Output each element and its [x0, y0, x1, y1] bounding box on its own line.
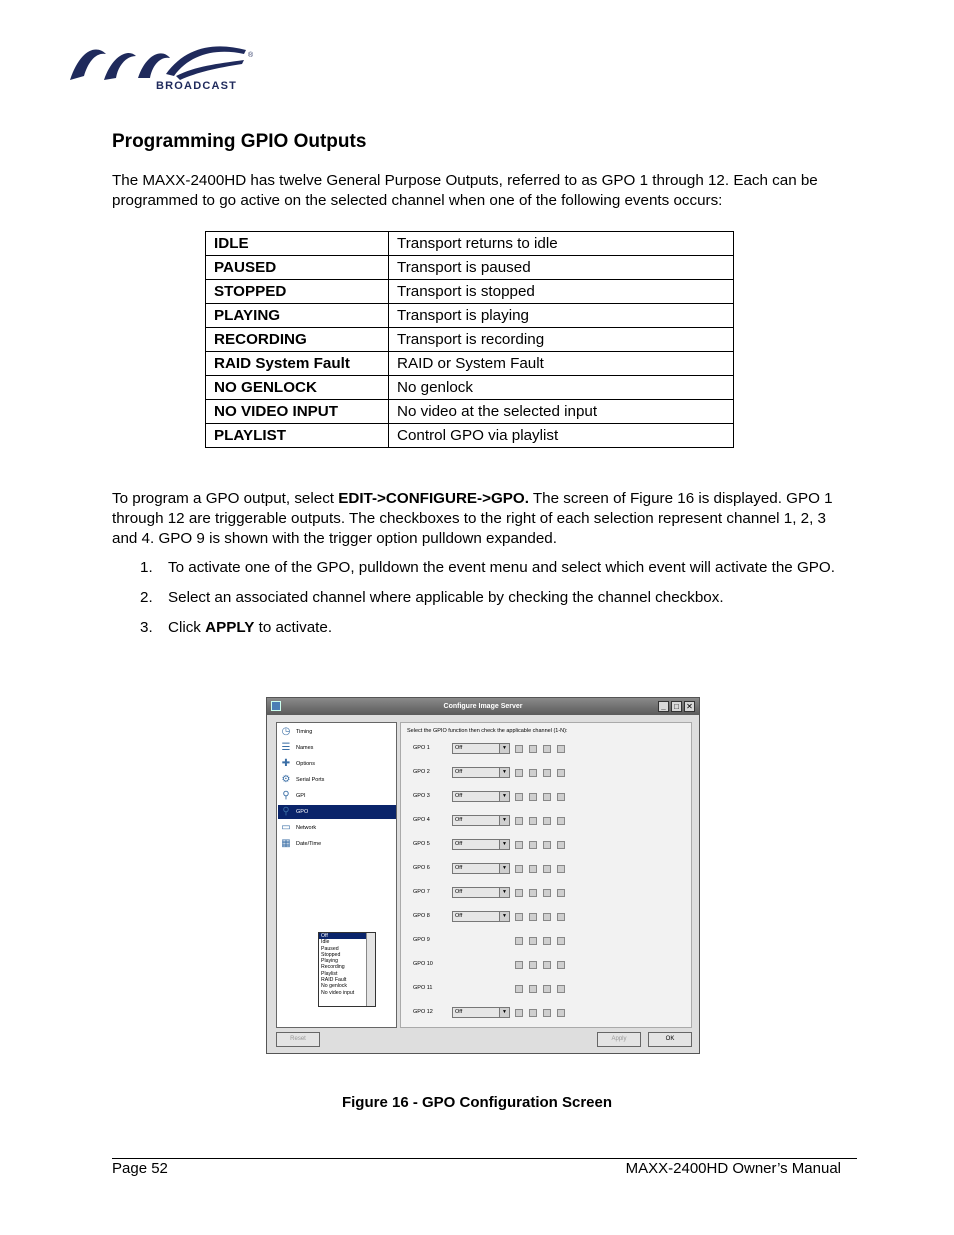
dropdown-option[interactable]: RAID Fault: [321, 977, 347, 984]
event-row: [206, 400, 734, 424]
dropdown-option[interactable]: Idle: [321, 939, 330, 946]
gpo-label: GPO 8: [413, 913, 430, 919]
gpo-event-select[interactable]: [452, 743, 510, 754]
gpo-events-table: [205, 231, 734, 448]
gpo-row: [413, 815, 683, 827]
channel-3-checkbox[interactable]: [543, 793, 551, 801]
footer-rule: [112, 1158, 857, 1159]
event-row: [206, 256, 734, 280]
gpo-selected-value: Off: [455, 1009, 463, 1015]
dropdown-option[interactable]: Playing: [321, 958, 339, 965]
gpo-selected-value: Off: [455, 769, 463, 775]
menu-path: EDIT->CONFIGURE->GPO.: [338, 490, 529, 507]
channel-4-checkbox[interactable]: [557, 769, 565, 777]
gpo-event-select[interactable]: [452, 839, 510, 850]
dropdown-option[interactable]: Recording: [321, 964, 345, 971]
nav-item-gpo[interactable]: [278, 805, 396, 819]
channel-3-checkbox[interactable]: [543, 961, 551, 969]
apply-button[interactable]: Apply: [597, 1032, 641, 1047]
gpo-panel: [400, 722, 692, 1028]
channel-1-checkbox[interactable]: [515, 793, 523, 801]
event-description: No genlock: [389, 376, 734, 400]
dropdown-option[interactable]: Stopped: [321, 951, 341, 958]
channel-1-checkbox[interactable]: [515, 769, 523, 777]
event-name: PLAYING: [206, 304, 389, 328]
channel-1-checkbox[interactable]: [515, 1009, 523, 1017]
gpo-row: [413, 767, 683, 779]
gpo-icon: ⚲: [282, 806, 290, 817]
nav-item-options[interactable]: [278, 757, 396, 771]
channel-4-checkbox[interactable]: [557, 793, 565, 801]
channel-1-checkbox[interactable]: [515, 865, 523, 873]
dropdown-scrollbar[interactable]: [366, 933, 375, 1006]
gpo-event-select[interactable]: [452, 1007, 510, 1018]
nav-item-label: GPO: [296, 809, 309, 815]
channel-3-checkbox[interactable]: [543, 985, 551, 993]
chevron-down-icon: ▼: [499, 888, 509, 897]
step-item: [112, 618, 847, 638]
event-name: PAUSED: [206, 256, 389, 280]
event-description: Control GPO via playlist: [389, 424, 734, 448]
nav-item-label: GPI: [296, 793, 306, 799]
calendar-icon: ▦: [281, 838, 291, 849]
gpo-row: [413, 863, 683, 875]
dropdown-option[interactable]: Off: [319, 933, 375, 939]
chevron-down-icon: ▼: [499, 840, 509, 849]
gpo-row: [413, 791, 683, 803]
nav-item-serial-ports[interactable]: [278, 773, 396, 787]
step-number: 2.: [140, 589, 153, 606]
event-name: NO VIDEO INPUT: [206, 400, 389, 424]
channel-2-checkbox[interactable]: [529, 961, 537, 969]
channel-2-checkbox[interactable]: [529, 865, 537, 873]
nav-item-timing[interactable]: [278, 725, 396, 739]
clock-icon: ◷: [281, 726, 291, 737]
intro-paragraph: The MAXX-2400HD has twelve General Purpose Outputs, referred to as GPO 1 through 12. Each can be programmed to go active on the selected channel when one of the following events occurs:: [112, 172, 818, 209]
channel-3-checkbox[interactable]: [543, 817, 551, 825]
event-description: Transport returns to idle: [389, 232, 734, 256]
event-description: Transport is recording: [389, 328, 734, 352]
window-title: Configure Image Server: [443, 703, 523, 710]
event-name: RECORDING: [206, 328, 389, 352]
gpo-label: GPO 10: [413, 961, 433, 967]
event-name: RAID System Fault: [206, 352, 389, 376]
channel-3-checkbox[interactable]: [543, 865, 551, 873]
gpo-selected-value: Off: [455, 913, 463, 919]
gpo-row: [413, 959, 683, 971]
nav-item-label: Names: [296, 745, 314, 751]
step-text: Select an associated channel where applicable by checking the channel checkbox.: [168, 589, 724, 606]
step-item: [112, 558, 847, 578]
channel-3-checkbox[interactable]: [543, 913, 551, 921]
manual-title: MAXX-2400HD Owner’s Manual: [625, 1160, 841, 1177]
nav-item-network[interactable]: [278, 821, 396, 835]
gpo-row: [413, 911, 683, 923]
chevron-down-icon: ▼: [499, 912, 509, 921]
gpo-event-select[interactable]: [452, 767, 510, 778]
channel-3-checkbox[interactable]: [543, 937, 551, 945]
gpo-label: GPO 5: [413, 841, 430, 847]
channel-1-checkbox[interactable]: [515, 913, 523, 921]
app-icon: [271, 701, 281, 711]
nav-item-names[interactable]: [278, 741, 396, 755]
gpo-label: GPO 9: [413, 937, 430, 943]
instructions-paragraph: [112, 489, 847, 549]
channel-2-checkbox[interactable]: [529, 913, 537, 921]
channel-3-checkbox[interactable]: [543, 889, 551, 897]
gpo-label: GPO 11: [413, 985, 433, 991]
gpo-instruction: Select the GPIO function then check the applicable channel (1-N):: [407, 728, 568, 734]
list-icon: ☰: [281, 742, 291, 753]
gpo-row: [413, 1007, 683, 1019]
steps-list: [112, 558, 847, 648]
gpo-label: GPO 6: [413, 865, 430, 871]
gpo-label: GPO 12: [413, 1009, 433, 1015]
gpi-icon: ⚲: [282, 790, 290, 801]
nav-item-label: Date/Time: [296, 841, 322, 847]
chevron-down-icon: ▼: [499, 1008, 509, 1017]
gpo-event-select[interactable]: [452, 863, 510, 874]
gpo-selected-value: Off: [455, 745, 463, 751]
window-title-bar: [267, 698, 699, 715]
channel-1-checkbox[interactable]: [515, 889, 523, 897]
channel-2-checkbox[interactable]: [529, 745, 537, 753]
step-text: to activate.: [254, 619, 333, 636]
channel-3-checkbox[interactable]: [543, 841, 551, 849]
event-row: [206, 232, 734, 256]
para-text: To program a GPO output, select: [112, 490, 339, 507]
event-name: PLAYLIST: [206, 424, 389, 448]
channel-2-checkbox[interactable]: [529, 793, 537, 801]
gpo-label: GPO 3: [413, 793, 430, 799]
channel-4-checkbox[interactable]: [557, 841, 565, 849]
channel-1-checkbox[interactable]: [515, 745, 523, 753]
channel-4-checkbox[interactable]: [557, 865, 565, 873]
gpo-event-select[interactable]: [452, 911, 510, 922]
gpo-row: [413, 935, 683, 947]
gpo-selected-value: Off: [455, 841, 463, 847]
channel-2-checkbox[interactable]: [529, 769, 537, 777]
step-text: Click: [168, 619, 206, 636]
event-description: RAID or System Fault: [389, 352, 734, 376]
chevron-down-icon: ▼: [499, 744, 509, 753]
event-description: Transport is playing: [389, 304, 734, 328]
channel-3-checkbox[interactable]: [543, 745, 551, 753]
dropdown-option[interactable]: Playlist: [321, 970, 338, 977]
channel-1-checkbox[interactable]: [515, 817, 523, 825]
registered-mark: ®: [248, 52, 254, 59]
channel-2-checkbox[interactable]: [529, 889, 537, 897]
channel-4-checkbox[interactable]: [557, 961, 565, 969]
reset-button[interactable]: Reset: [276, 1032, 320, 1047]
para-text: The screen of Figure 16 is displayed. GPO 1 through 12 are triggerable outputs. The checkboxes to the right of each selection represent channel 1, 2, 3 and 4. GPO 9 is shown with the trigger option pulldown expanded.: [112, 490, 833, 547]
gpo-label: GPO 2: [413, 769, 430, 775]
channel-2-checkbox[interactable]: [529, 985, 537, 993]
minimize-icon[interactable]: _: [658, 701, 669, 712]
channel-4-checkbox[interactable]: [557, 937, 565, 945]
event-description: No video at the selected input: [389, 400, 734, 424]
channel-1-checkbox[interactable]: [515, 985, 523, 993]
event-row: [206, 280, 734, 304]
dropdown-option[interactable]: No genlock: [321, 983, 347, 990]
channel-2-checkbox[interactable]: [529, 817, 537, 825]
gpo-9-dropdown-list: [318, 932, 376, 1007]
channel-2-checkbox[interactable]: [529, 937, 537, 945]
configure-window-screenshot: [266, 697, 700, 1054]
channel-2-checkbox[interactable]: [529, 1009, 537, 1017]
gpo-event-select[interactable]: [452, 791, 510, 802]
channel-1-checkbox[interactable]: [515, 961, 523, 969]
gpo-row: [413, 743, 683, 755]
gpo-selected-value: Off: [455, 817, 463, 823]
chevron-down-icon: ▼: [499, 816, 509, 825]
event-description: Transport is paused: [389, 256, 734, 280]
channel-1-checkbox[interactable]: [515, 937, 523, 945]
nav-item-label: Options: [296, 761, 315, 767]
channel-4-checkbox[interactable]: [557, 913, 565, 921]
step-number: 1.: [140, 559, 153, 576]
channel-4-checkbox[interactable]: [557, 745, 565, 753]
step-text: To activate one of the GPO, pulldown the event menu and select which event will activate the GPO.: [168, 559, 835, 576]
section-title: Programming GPIO Outputs: [112, 131, 367, 152]
channel-4-checkbox[interactable]: [557, 1009, 565, 1017]
nav-item-date-time[interactable]: [278, 837, 396, 851]
channel-3-checkbox[interactable]: [543, 1009, 551, 1017]
event-description: Transport is stopped: [389, 280, 734, 304]
event-row: [206, 352, 734, 376]
network-icon: ▭: [281, 822, 291, 833]
gpo-label: GPO 4: [413, 817, 430, 823]
nav-item-label: Serial Ports: [296, 777, 325, 783]
company-logo: [66, 40, 262, 98]
event-row: [206, 376, 734, 400]
ok-button[interactable]: OK: [648, 1032, 692, 1047]
step-emphasis: APPLY: [205, 619, 255, 636]
nav-item-label: Network: [296, 825, 317, 831]
gpo-event-select[interactable]: [452, 815, 510, 826]
event-row: [206, 304, 734, 328]
gpo-row: [413, 839, 683, 851]
channel-4-checkbox[interactable]: [557, 889, 565, 897]
puzzle-icon: ✚: [281, 758, 291, 769]
event-name: IDLE: [206, 232, 389, 256]
event-row: [206, 424, 734, 448]
chevron-down-icon: ▼: [499, 792, 509, 801]
dropdown-option[interactable]: Paused: [321, 945, 339, 952]
gpo-label: GPO 1: [413, 745, 430, 751]
gpo-row: [413, 983, 683, 995]
gpo-event-select[interactable]: [452, 887, 510, 898]
channel-4-checkbox[interactable]: [557, 985, 565, 993]
logo-subtitle: BROADCAST: [156, 80, 238, 92]
step-number: 3.: [140, 619, 153, 636]
gpo-row: [413, 887, 683, 899]
page-number: Page 52: [112, 1160, 168, 1177]
event-name: NO GENLOCK: [206, 376, 389, 400]
figure-caption: Figure 16 - GPO Configuration Screen: [341, 1094, 613, 1111]
channel-4-checkbox[interactable]: [557, 817, 565, 825]
chevron-down-icon: ▼: [499, 768, 509, 777]
maximize-icon[interactable]: □: [671, 701, 682, 712]
gpo-selected-value: Off: [455, 865, 463, 871]
channel-2-checkbox[interactable]: [529, 841, 537, 849]
chevron-down-icon: ▼: [499, 864, 509, 873]
gpo-label: GPO 7: [413, 889, 430, 895]
nav-item-label: Timing: [296, 729, 313, 735]
dropdown-option[interactable]: No video input: [321, 989, 355, 996]
event-name: STOPPED: [206, 280, 389, 304]
channel-3-checkbox[interactable]: [543, 769, 551, 777]
event-row: [206, 328, 734, 352]
serial-port-icon: ⚙: [281, 774, 291, 785]
step-item: [112, 588, 847, 608]
gpo-selected-value: Off: [455, 889, 463, 895]
nav-item-gpi[interactable]: [278, 789, 396, 803]
gpo-selected-value: Off: [455, 793, 463, 799]
channel-1-checkbox[interactable]: [515, 841, 523, 849]
close-icon[interactable]: ✕: [684, 701, 695, 712]
